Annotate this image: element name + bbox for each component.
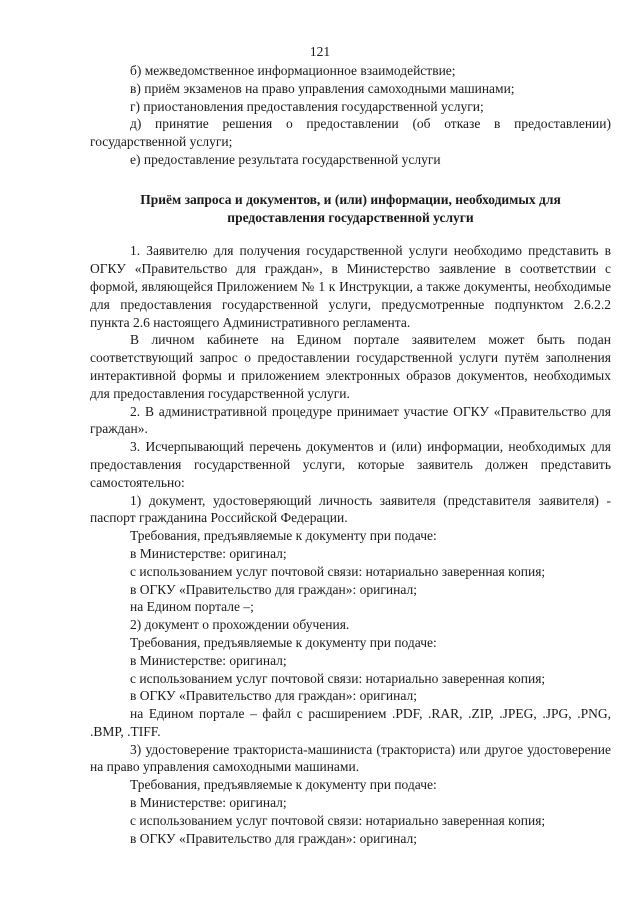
paragraph: 2) документ о прохождении обучения. [130, 617, 350, 633]
paragraph: с использованием услуг почтовой связи: нотариально заверенная копия; [130, 563, 546, 579]
section-heading: Приём запроса и документов, и (или) информации, необходимых для предоставления государственной услуги [140, 191, 561, 225]
paragraph: в ОГКУ «Правительство для граждан»: оригинал; [130, 830, 417, 846]
list-item: в) приём экзаменов на право управления самоходными машинами; [130, 80, 515, 96]
paragraph: в Министерстве: оригинал; [130, 652, 287, 668]
paragraph: в Министерстве: оригинал; [130, 545, 287, 561]
paragraph: 2. В административной процедуре принимает участие ОГКУ «Правительство для граждан». [90, 403, 611, 437]
paragraph: 3. Исчерпывающий перечень документов и (или) информации, необходимых для предоставления государственной услуги, которые заявитель должен представить самостоятельно: [90, 439, 611, 490]
list-item: б) межведомственное информационное взаимодействие; [130, 63, 456, 78]
page-number: 121 [309, 44, 331, 59]
paragraph: на Едином портале – файл с расширением .PDF, .RAR, .ZIP, .JPEG, .JPG, .PNG, .BMP, .TIFF. [90, 706, 611, 739]
paragraph: в ОГКУ «Правительство для граждан»: оригинал; [130, 581, 417, 597]
paragraph: с использованием услуг почтовой связи: нотариально заверенная копия; [130, 812, 546, 828]
paragraph: на Едином портале –; [130, 599, 254, 615]
paragraph: 3) удостоверение тракториста-машиниста (тракториста) или другое удостоверение на право управления самоходными машинами. [90, 741, 611, 775]
list-item: д) принятие решения о предоставлении (об отказе в предоставлении) государственной услуги; [90, 116, 611, 150]
paragraph: 1. Заявителю для получения государственной услуги необходимо представить в ОГКУ «Правительство для граждан», в Министерство заявление в соответствии с формой, являющейся Приложением № 1 к Инструкции, а также документы, необходимые для предоставления государственной услуги, предусмотренные подпунктом 2.6.2.2 пункта 2.6 настоящего Административного регламента. [90, 243, 611, 330]
list-item: е) предоставление результата государственной услуги [130, 151, 441, 167]
paragraph: Требования, предъявляемые к документу при подаче: [130, 777, 437, 793]
paragraph: В личном кабинете на Едином портале заявителем может быть подан соответствующий запрос о предоставлении государственной услуги путём заполнения интерактивной формы и приложением электронных образов документов, необходимых для предоставления государственной услуги. [90, 332, 611, 401]
paragraph: в ОГКУ «Правительство для граждан»: оригинал; [130, 688, 417, 704]
document-body [90, 62, 611, 847]
paragraph: с использованием услуг почтовой связи: нотариально заверенная копия; [130, 670, 546, 686]
paragraph: в Министерстве: оригинал; [130, 795, 287, 811]
paragraph: 1) документ, удостоверяющий личность заявителя (представителя заявителя) - паспорт гражданина Российской Федерации. [90, 492, 611, 526]
paragraph: Требования, предъявляемые к документу при подаче: [130, 634, 437, 650]
list-item: г) приостановления предоставления государственной услуги; [130, 98, 484, 114]
paragraph: Требования, предъявляемые к документу при подаче: [130, 528, 437, 544]
